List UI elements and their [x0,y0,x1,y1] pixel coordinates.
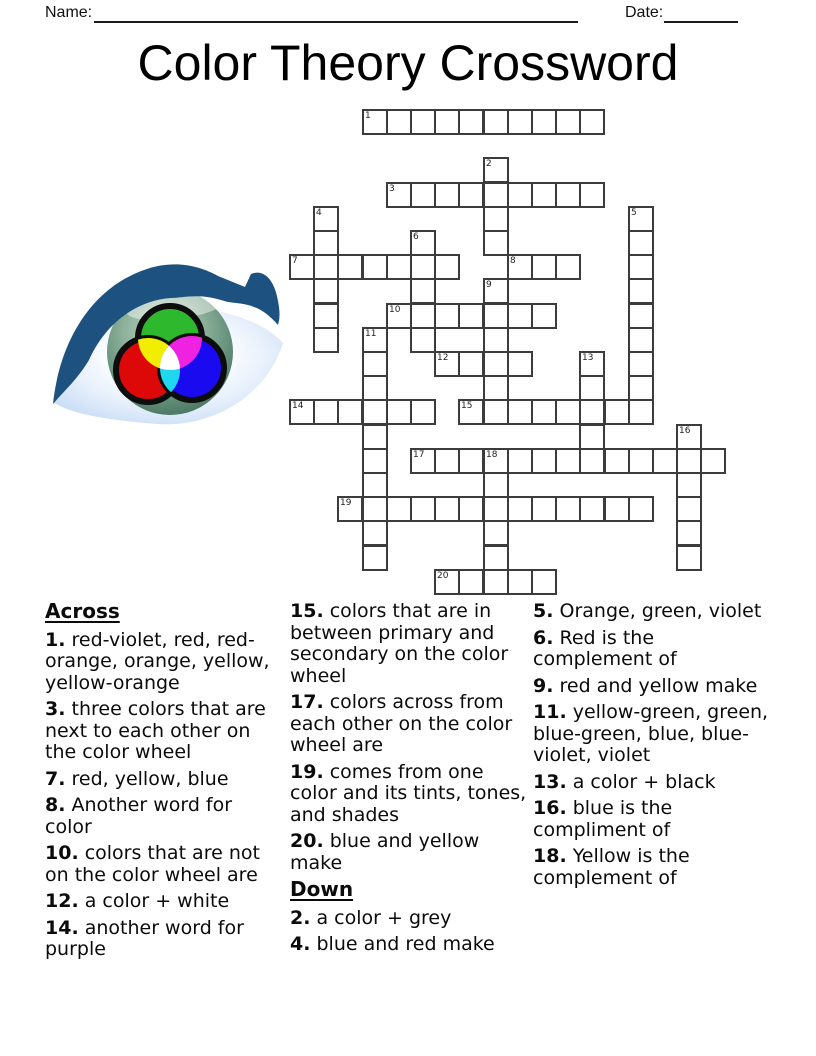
page-title: Color Theory Crossword [137,35,679,91]
clue-number-label: 7. [45,767,66,790]
clue-column-left [45,601,283,966]
grid-cell[interactable] [458,448,484,474]
clue: 17. colors across from each other on the color wheel are [290,691,513,756]
clue-number-label: 4. [290,933,311,955]
grid-cell[interactable] [676,424,702,450]
grid-cell[interactable] [628,399,654,425]
grid-cell[interactable] [434,254,460,280]
clue: 9. red and yellow make [533,674,758,697]
grid-cell[interactable] [628,206,654,232]
grid-cell[interactable] [579,375,605,401]
grid-cell[interactable] [507,254,533,280]
grid-cell[interactable] [507,182,533,208]
grid-cell[interactable] [386,109,412,135]
grid-cell[interactable] [628,254,654,280]
eye-illustration [44,258,296,436]
clue-number: 9 [486,280,492,290]
clue: 5. Orange, green, violet [533,600,762,622]
grid-cell[interactable] [604,399,630,425]
clue: 16. blue is the compliment of [533,797,673,841]
grid-cell[interactable] [483,375,509,401]
clue-number: 12 [437,353,449,363]
clue: 8. Another word for color [45,794,233,838]
clue-number-label: 1. [45,628,66,651]
grid-cell[interactable] [337,254,363,280]
grid-cell[interactable] [434,109,460,135]
clue-number-label: 18. [533,845,567,867]
grid-cell[interactable] [313,254,339,280]
clue-number-label: 14. [45,916,79,939]
clue-column-right [533,601,776,894]
grid-cell[interactable] [410,327,436,353]
grid-cell[interactable] [458,399,484,425]
grid-cell[interactable] [434,496,460,522]
clue: 18. Yellow is the complement of [533,845,690,889]
clue-number: 13 [582,353,594,363]
clue-number-label: 6. [533,626,554,649]
grid-cell[interactable] [507,351,533,377]
grid-cell[interactable] [579,448,605,474]
grid-cell[interactable] [531,569,557,595]
grid-cell[interactable] [410,230,436,256]
clue-number: 10 [389,305,401,315]
grid-cell[interactable] [313,399,339,425]
clue-number-label: 8. [45,794,66,816]
grid-cell[interactable] [579,496,605,522]
grid-cell[interactable] [628,496,654,522]
grid-cell[interactable] [652,448,678,474]
clue: 11. yellow-green, green, blue-green, blue, blue-violet, violet [533,701,769,766]
grid-cell[interactable] [362,375,388,401]
grid-cell[interactable] [483,157,509,183]
grid-cell[interactable] [531,303,557,329]
grid-cell[interactable] [676,448,702,474]
grid-cell[interactable] [628,327,654,353]
grid-cell[interactable] [507,448,533,474]
name-label: Name: [45,4,93,21]
grid-cell[interactable] [507,496,533,522]
grid-cell[interactable] [362,496,388,522]
grid-cell[interactable] [362,472,388,498]
grid-cell[interactable] [410,303,436,329]
grid-cell[interactable] [628,448,654,474]
grid-cell[interactable] [483,545,509,571]
grid-cell[interactable] [676,545,702,571]
grid-cell[interactable] [410,399,436,425]
grid-cell[interactable] [458,109,484,135]
clue-number: 11 [365,329,377,339]
grid-cell[interactable] [483,448,509,474]
clue-number: 14 [292,401,304,411]
grid-cell[interactable] [531,254,557,280]
clue-number: 6 [413,232,419,242]
grid-cell[interactable] [676,520,702,546]
grid-cell[interactable] [483,399,509,425]
clue-section-header: Down [290,877,354,901]
grid-cell[interactable] [386,254,412,280]
clue-number-label: 9. [533,674,554,697]
grid-cell[interactable] [434,569,460,595]
clue-number: 1 [365,111,371,121]
clue: 12. a color + white [45,890,230,912]
clue-number-label: 3. [45,698,66,720]
clue-number-label: 2. [290,906,311,929]
grid-cell[interactable] [458,303,484,329]
grid-cell[interactable] [579,109,605,135]
clue-number-label: 16. [533,797,567,819]
clue: 2. a color + grey [290,906,452,929]
grid-cell[interactable] [483,327,509,353]
grid-cell[interactable] [579,424,605,450]
grid-cell[interactable] [434,351,460,377]
clue: 4. blue and red make [290,933,495,955]
grid-cell[interactable] [362,545,388,571]
grid-cell[interactable] [386,303,412,329]
clue-number-label: 10. [45,842,79,864]
grid-cell[interactable] [507,109,533,135]
grid-cell[interactable] [483,569,509,595]
grid-cell[interactable] [362,399,388,425]
clue: 1. red-violet, red, red-orange, orange, yellow, yellow-orange [45,628,270,694]
grid-cell[interactable] [386,399,412,425]
clue-number: 4 [316,208,322,218]
clue-number: 17 [413,450,425,460]
date-label: Date: [625,4,664,21]
clue-number: 7 [292,256,298,266]
grid-cell[interactable] [628,375,654,401]
clue-number-label: 15. [290,600,324,622]
clue-number: 3 [389,184,395,194]
grid-cell[interactable] [579,351,605,377]
clue-number: 16 [679,426,691,436]
grid-cell[interactable] [579,399,605,425]
grid-cell[interactable] [483,230,509,256]
grid-cell[interactable] [555,109,581,135]
grid-cell[interactable] [313,206,339,232]
grid-cell[interactable] [507,569,533,595]
grid-cell[interactable] [410,496,436,522]
grid-cell[interactable] [604,496,630,522]
clue-number-label: 11. [533,701,567,723]
grid-cell[interactable] [483,496,509,522]
grid-cell[interactable] [313,327,339,353]
clue-column-middle [290,601,530,961]
clue: 10. colors that are not on the color wheel are [45,842,260,886]
grid-cell[interactable] [458,182,484,208]
grid-cell[interactable] [555,182,581,208]
grid-cell[interactable] [507,399,533,425]
grid-cell[interactable] [458,351,484,377]
grid-cell[interactable] [362,327,388,353]
grid-cell[interactable] [531,448,557,474]
grid-cell[interactable] [313,303,339,329]
grid-cell[interactable] [362,520,388,546]
grid-cell[interactable] [362,109,388,135]
grid-cell[interactable] [362,351,388,377]
grid-cell[interactable] [531,399,557,425]
grid-cell[interactable] [313,278,339,304]
clue: 19. comes from one color and its tints, tones, and shades [290,760,527,826]
grid-cell[interactable] [434,182,460,208]
clue-number-label: 17. [290,691,324,713]
grid-cell[interactable] [531,496,557,522]
grid-cell[interactable] [483,109,509,135]
clue-number: 18 [486,450,498,460]
grid-cell[interactable] [676,472,702,498]
grid-cell[interactable] [337,399,363,425]
clue-number-label: 5. [533,600,554,622]
grid-cell[interactable] [410,254,436,280]
grid-cell[interactable] [313,230,339,256]
grid-cell[interactable] [700,448,726,474]
grid-cell[interactable] [386,496,412,522]
grid-cell[interactable] [410,109,436,135]
grid-cell[interactable] [676,496,702,522]
grid-cell[interactable] [483,278,509,304]
grid-cell[interactable] [555,448,581,474]
grid-cell[interactable] [386,182,412,208]
grid-cell[interactable] [458,496,484,522]
clue-number: 20 [437,571,449,581]
grid-cell[interactable] [555,399,581,425]
clue: 3. three colors that are next to each other on the color wheel [45,698,266,763]
clue-number: 19 [340,498,352,508]
clue-number-label: 12. [45,890,79,912]
grid-cell[interactable] [555,254,581,280]
grid-cell[interactable] [483,472,509,498]
grid-cell[interactable] [410,182,436,208]
clue-number: 15 [461,401,473,411]
grid-cell[interactable] [628,351,654,377]
grid-cell[interactable] [531,182,557,208]
grid-cell[interactable] [410,448,436,474]
grid-cell[interactable] [628,278,654,304]
grid-cell[interactable] [531,109,557,135]
clue-number-label: 20. [290,830,324,852]
clue-section-header: Across [45,599,120,623]
clue: 20. blue and yellow make [290,830,480,874]
clue: 6. Red is the complement of [533,626,677,670]
grid-cell[interactable] [483,182,509,208]
grid-cell[interactable] [483,303,509,329]
clue-number-label: 19. [290,760,324,783]
grid-cell[interactable] [458,569,484,595]
grid-cell[interactable] [434,448,460,474]
grid-cell[interactable] [604,448,630,474]
grid-cell[interactable] [410,278,436,304]
clue-number: 2 [486,159,492,169]
grid-cell[interactable] [483,520,509,546]
clue-number: 8 [510,256,516,266]
clue: 14. another word for purple [45,916,244,960]
grid-cell[interactable] [555,496,581,522]
grid-cell[interactable] [362,448,388,474]
clue-number: 5 [631,208,637,218]
grid-cell[interactable] [337,496,363,522]
grid-cell[interactable] [628,230,654,256]
grid-cell[interactable] [434,303,460,329]
grid-cell[interactable] [362,254,388,280]
clue-number-label: 13. [533,770,567,793]
clue: 13. a color + black [533,770,716,793]
eye-graphic [44,258,296,436]
grid-cell[interactable] [507,303,533,329]
grid-cell[interactable] [483,351,509,377]
grid-cell[interactable] [628,303,654,329]
grid-cell[interactable] [483,206,509,232]
grid-cell[interactable] [579,182,605,208]
clue: 15. colors that are in between primary and secondary on the color wheel [290,600,509,687]
grid-cell[interactable] [362,424,388,450]
clue: 7. red, yellow, blue [45,767,229,790]
